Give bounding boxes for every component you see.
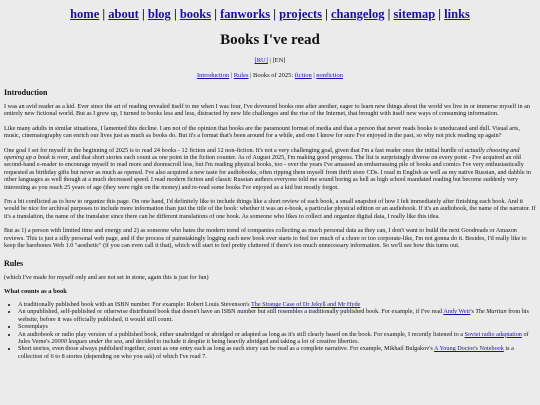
intro-p3-part-b: is over, and that short stories each count as one point in the fiction counter. As of August 2025, I'm making good progress. The list is surprisingly diverse on every point - I've acquired an old second-hand e-reader to encourage myself to read more and doomscroll less, but I'm reading physical books, too - over the years I've amassed an embarrassing pile of books and comics I've very enthusiastically requested as birthday gifts but never as much as opened. I've also acquired a new taste for audiobooks, often ripping them myself from thrift store CDs. I read in English as well as my native Russian, and dabble in other languages as well though at a much decreased speed. I read modern fiction and classic Russian authors everyone told me sound boring as hell as high school mandated reading but become suddenly very interesting as you reach 25 years of age (they were right on the money) and re-read some books I've enjoyed as a kid but mostly forgot. (4, 154, 531, 191)
intro-p3-emphasis: actually choosing and opening up a book (4, 146, 520, 162)
lang-ru-link[interactable]: [RU] (254, 57, 268, 64)
nav-home[interactable]: home (70, 7, 100, 21)
rules-heading: Rules (4, 258, 24, 268)
nav-fanworks[interactable]: fanworks (220, 7, 271, 21)
nav-separator: | (325, 7, 328, 21)
nav-separator: | (214, 7, 217, 21)
nav-books[interactable]: books (179, 7, 212, 21)
nav-separator: | (273, 7, 277, 21)
crumb-separator: | (311, 72, 317, 79)
intro-paragraph-3 (4, 147, 536, 191)
lang-separator: | (269, 57, 271, 64)
rules-list (4, 301, 536, 360)
intro-paragraph-1: I was an avid reader as a kid. Ever since the art of reading revealed itself to me when I was four, I've devoured books one after another, eager to learn new things about the world we live in or immerse myself in an entirely new fictional world. But as I grew up, I turned to books less and less, distracted by new life challenges and the rise of the Internet, that brought with itself new ways of consuming information. (4, 103, 531, 118)
nav-separator: | (387, 7, 391, 21)
rules-note: (which I've made for myself only and are not set in stone, again this is just for fun) (4, 273, 209, 281)
link-nonfiction[interactable]: nonfiction (316, 72, 344, 79)
nav-separator: | (438, 7, 442, 21)
rule-text: , and decided to include it despite it being heavily abridged and taking a lot of creative liberties. (122, 337, 360, 345)
nav-separator: | (173, 7, 177, 21)
list-item (18, 308, 536, 323)
nav-sitemap[interactable]: sitemap (393, 7, 436, 21)
page-title: Books I've read (220, 32, 320, 48)
link-introduction[interactable]: Introduction (196, 72, 230, 79)
intro-heading: Introduction (4, 88, 48, 97)
rule-emphasis: The Martian (475, 308, 507, 316)
intro-paragraph-5: But as 1) a person with limited time and energy and 2) as someone who hates the modern trend of companies collecting as much personal data as they can, I don't want to build the next Goodreads or Amazon reviews. This is just a silly personal web page, and if the process of painstakingly logging each new book ever starts to feel too much of a chore or too corporate-like, I'm not gonna do it. Besides, I'd really like to keep the barebones Web 1.0 "aesthetic" (if you can even call it that), which will start to feel pretty cluttered if there's too much unnecessary information. So we'll see how this turns out. (4, 227, 527, 250)
intro-paragraph-2: Like many adults in similar situations, I lamented this decline. I am not of the opinion that books are the paramount format of media and that a person that never reads books is uneducated and dull. Visual arts, music, cinematography can enrich our lives just as much as books do. But it's a format that's been around for a while, and one I know for sure I've enjoyed in the past, so why not pick reading up again? (4, 124, 520, 140)
rule-text: from his website, before it was officially published, it would still count. (18, 308, 529, 323)
nav-about[interactable]: about (108, 7, 139, 21)
rule-emphasis: 20000 leagues under the sea (51, 337, 123, 345)
link-rules[interactable]: Rules (233, 72, 249, 79)
nav-changelog[interactable]: changelog (330, 7, 385, 21)
link-fiction[interactable]: fiction (294, 72, 312, 79)
list-item (18, 345, 536, 360)
section-links (4, 72, 536, 79)
crumb-books-of-2025: | Books of 2025: (248, 72, 295, 79)
nav-separator: | (141, 7, 145, 21)
list-item: • Screenplays (18, 323, 536, 330)
nav-blog[interactable]: blog (147, 7, 171, 21)
lang-en-current: [EN] (272, 57, 286, 64)
rule-text: Short stories, even those always published together, count as one entry each as long as each story can be read as a complete narrative. For example, Mikhail Bulgakov's (18, 345, 434, 353)
link-young-doctors-notebook[interactable]: A Young Doctor's Notebook (434, 345, 504, 353)
nav-separator: | (102, 7, 106, 21)
intro-paragraph-4: I'm a bit conflicted as to how to organize this page. On one hand, I'd definitely like to include things like a short review of each book, a small snapshot of how I felt immediately after finishing each book. And it would be nice for archival purposes to include more information than just the title of the book: whether it was an e-book, a particular physical edition or an audiobook. If it's an audiobook, the name of the narrator. If it's a translation, the name of the translator since there can be different translations of one book. As someone who likes to collect and organize digital data, I really like this idea. (4, 198, 536, 220)
list-item (18, 331, 536, 346)
nav-projects[interactable]: projects (279, 7, 322, 21)
top-nav (4, 7, 536, 22)
crumb-separator: | (229, 72, 234, 79)
rule-text: of Jules Verne's (18, 330, 529, 345)
link-andy-weir[interactable]: Andy Weir (443, 308, 471, 316)
rule-text: 's (470, 308, 476, 316)
link-soviet-radio-adaptation[interactable]: Soviet radio adaptation (464, 330, 522, 338)
rule-text: An unpublished, self-published or otherwise distributed book that doesn't have an ISBN number but still resembles a traditionally published book. For example, if I've read (18, 308, 444, 316)
link-jekyll-hyde[interactable]: The Strange Case of Dr Jekyll and Mr Hyde (251, 300, 361, 308)
rules-subheading: What counts as a book (4, 287, 67, 295)
rule-text: A traditionally published book with an ISBN number. For example: Robert Louis Stevenson's (18, 300, 252, 308)
list-item (18, 301, 536, 308)
rule-text: is a collection of 6 to 8 stories (depending on who you ask) of which I've read 7. (18, 345, 514, 360)
nav-links[interactable]: links (444, 7, 470, 21)
intro-p3-part-a: One goal I set for myself in the beginning of 2025 is to read 24 books - 12 fiction and 12 non-fiction. It's not a very challenging goal, given that I'm a fast reader once the initial hurdle of (4, 146, 465, 154)
rule-text: An audiobook or radio play version of a published book, either unabridged or abridged or adapted as long as it's still clearly based on the book. For example, I recently listened to a (18, 330, 465, 338)
language-switcher (4, 57, 536, 64)
